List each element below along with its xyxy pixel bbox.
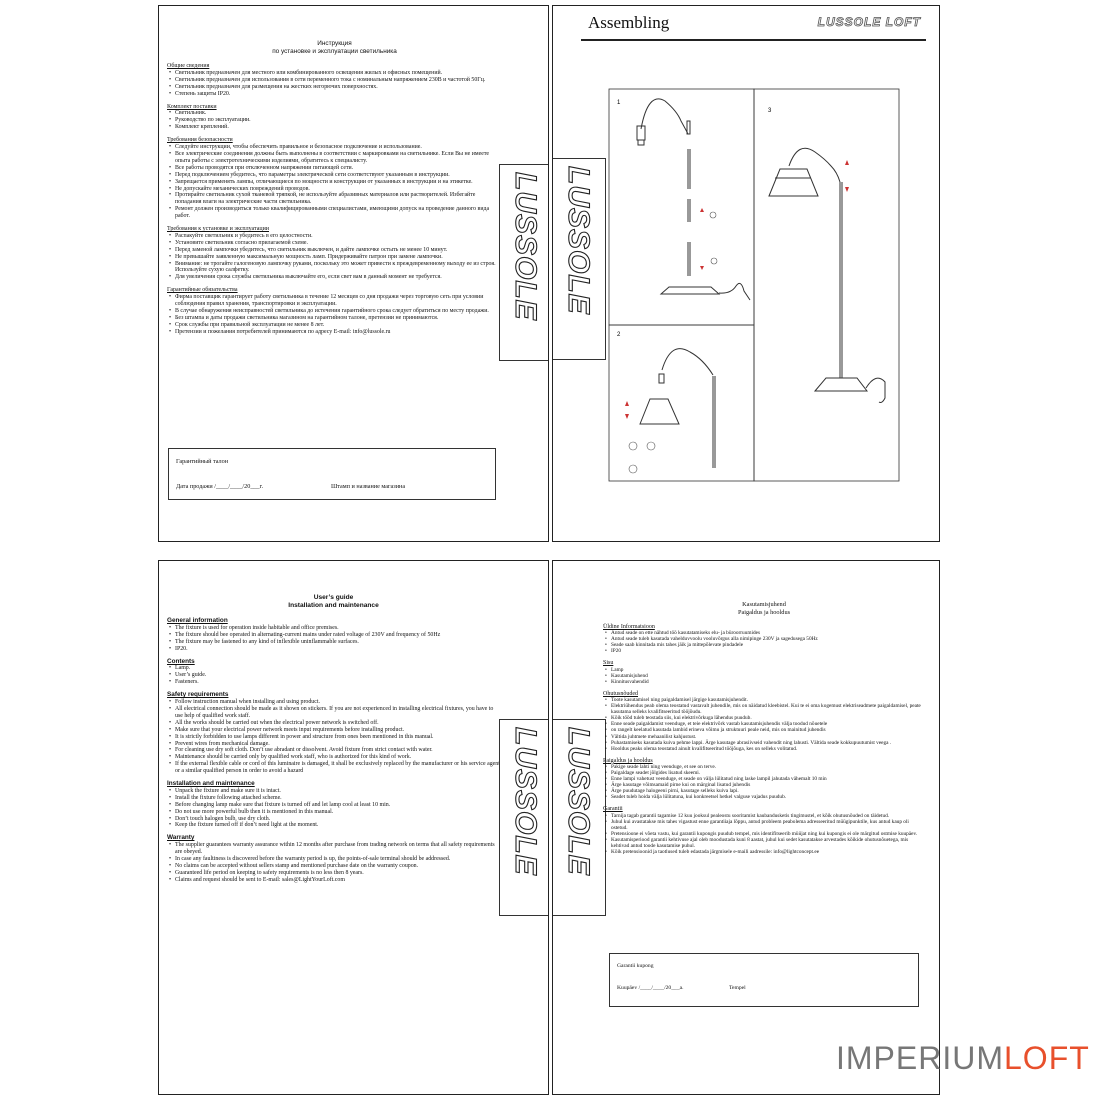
list-item: • Make sure that your electrical power network meets input requirements before installing product. xyxy=(167,727,500,734)
list-item: • In case any faultiness is discovered before the warranty period is up, the points-of-sale terminal should be addressed. xyxy=(167,856,500,863)
bullet-list xyxy=(603,667,925,685)
en-title: User’s guide xyxy=(313,594,354,601)
list-item: • Juhul kui avastatakse mis tahes vigastust enne garantiiaja lõppu, antud probleem peabolema adresseeritud müügipunktile, kus antud kaup oli ostetud. xyxy=(603,819,925,831)
list-item: • Запрещается применять лампы, отличающиеся по мощности и конструкции от указанных в инструкции и на этикетке. xyxy=(167,179,502,186)
list-item: • Kinnitusvahendid xyxy=(603,679,925,685)
section-heading: Üldine Informatsioon xyxy=(603,624,655,630)
list-item: • Светильник. xyxy=(167,110,502,117)
list-item: • Lamp. xyxy=(167,665,500,672)
list-item: • Before changing lamp make sure that fixture is turned off and let lamp cool at least 10 min. xyxy=(167,802,500,809)
estonian-text xyxy=(603,601,925,855)
list-item: • Seadet tuleb hoida välja lülitatuna, kui konkreetsel hetkel valguse vajadus puudub. xyxy=(603,794,925,800)
section xyxy=(603,691,925,752)
bullet-list xyxy=(603,697,925,752)
ru-coupon-title: Гарантийный талон xyxy=(176,458,229,465)
brand-logo: LUSSOLE LOFT xyxy=(817,15,921,29)
list-item: • Do not use more powerful bulb then it is mentioned in this manual. xyxy=(167,809,500,816)
step-2-label: 2 xyxy=(617,332,621,338)
list-item: • Претензии и пожелания потребителей принимаются по адресу E-mail: info@lussole.ru xyxy=(167,329,502,336)
imperiumloft-watermark xyxy=(836,1040,1090,1077)
bullet-list xyxy=(167,110,502,131)
list-item: • Kõik tööd tuleb teostada siis, kui elektrivõrkuga lähendus puudub. xyxy=(603,715,925,721)
section xyxy=(603,660,925,684)
bullet-list xyxy=(167,699,500,775)
list-item: • Vältida juhtmete mehaanilist kahjustust. xyxy=(603,734,925,740)
list-item: • Antud seade on ette nähtud töö kasutatamiseks elu- ja büroorruumides xyxy=(603,630,925,636)
list-item: • Install the fixture following attached scheme. xyxy=(167,795,500,802)
et-coupon-stamp: Tempel xyxy=(729,985,746,991)
assembly-diagram xyxy=(553,6,939,541)
en-sections xyxy=(167,618,500,884)
section-heading: Требования к установке и эксплуатации xyxy=(167,226,269,233)
section xyxy=(167,692,500,775)
ru-subtitle: по установке и эксплуатации светильника xyxy=(272,47,397,55)
list-item: • Prevent wires from mechanical damage. xyxy=(167,741,500,748)
list-item: • Enne seade paigaldamist veenduge, et teie elektrivõrk vastab kasutamisjuhendis välja toodud nõuetele xyxy=(603,721,925,727)
list-item: • Seade saab kinnitada mis tahes jäik ja mittepõlevate pindadele xyxy=(603,642,925,648)
list-item: • Срок службы при правильной эксплуатации не менее 8 лет. xyxy=(167,322,502,329)
list-item: • Установите светильник согласно прилагаемой схеме. xyxy=(167,240,502,247)
list-item: • Elektriühendus peab olema teostatud vastavalt juhendile, mis on näidatud kleebistel. Kui te ei oma kogemust elektriseadmete paigaldamisel, peate kasutama selleks kvalifitseeritud tööjõudu. xyxy=(603,703,925,715)
list-item: • Степень защиты IP20. xyxy=(167,91,502,98)
list-item: • The supplier guarantees warranty assurance within 12 months after purchase from trading network on terms that all safety requirements are obeyed. xyxy=(167,842,500,856)
assembling-title: Assembling xyxy=(588,13,670,32)
lussole-logo-2: LUSSOLE xyxy=(562,166,595,315)
step-1-arrows xyxy=(700,208,704,270)
lussole-logo-3: LUSSOLE xyxy=(509,727,542,876)
lussole-logo-4: LUSSOLE xyxy=(562,727,595,876)
bullet-list xyxy=(603,764,925,801)
list-item: • Claims and request should be sent to E-mail: sales@LightYourLoft.com xyxy=(167,877,500,884)
list-item: • Don’t touch halogen bulb, use dry cloth. xyxy=(167,816,500,823)
list-item: • Kasutamisjuhend xyxy=(603,673,925,679)
list-item: • IP20. xyxy=(167,646,500,653)
list-item: • No claims can be accepted without sellers stamp and mentioned purchase date on the warranty coupon. xyxy=(167,863,500,870)
list-item: • В случае обнаружения неисправностей светильника до истечения гарантийного срока следует обратиться по месту продажи. xyxy=(167,308,502,315)
list-item: • Guaranteed life period on keeping to safety requirements is no less then 8 years. xyxy=(167,870,500,877)
et-title: Kasutamisjuhend xyxy=(742,601,786,608)
list-item: • Ärge puudutage halogeeni pirni, kasutage selleks kuiva lapi. xyxy=(603,788,925,794)
list-item: • Распакуйте светильник и убедитесь в его целостности. xyxy=(167,233,502,240)
section-heading: Contents xyxy=(167,657,195,665)
english-text xyxy=(167,594,500,884)
section-heading: Garantii xyxy=(603,806,623,813)
list-item: • Unpack the fixture and make sure it is intact. xyxy=(167,788,500,795)
list-item: • Светильник предназначен для размещения на жестких негорючих поверхностях. xyxy=(167,84,502,91)
section-heading: Требования безопасности xyxy=(167,137,233,144)
list-item: • Не превышайте заявленную максимальную мощность ламп. Придерживайте патрон при замене лампочки. xyxy=(167,254,502,261)
list-item: • Светильник предназначен для использования в сети переменного тока с номинальным напряжением 230В и частотой 50Гц. xyxy=(167,77,502,84)
section xyxy=(603,806,925,855)
bullet-list xyxy=(603,813,925,856)
panel-estonian xyxy=(552,560,940,1095)
step-3-lamp xyxy=(769,148,885,402)
section-heading: Ohutusnõuded xyxy=(603,690,638,697)
list-item: • Tarnija tagab garantii tagamise 12 kuu jooksul pealeostu sooritamist kaubandusketis tingimustel, et kõik ohutusnõuded on täidetud. xyxy=(603,813,925,819)
section-heading: General information xyxy=(167,617,228,624)
list-item: • Follow instruction manual when installing and using product. xyxy=(167,699,500,706)
bullet-list xyxy=(167,294,502,335)
bullet-list xyxy=(167,144,502,220)
section-heading: Гарантийные обязательства xyxy=(167,287,238,294)
list-item: • Светильник предназначен для местного или комбинированного освещения жилых и офисных помещений. xyxy=(167,70,502,77)
list-item: • Комплект креплений. xyxy=(167,124,502,131)
et-sections xyxy=(603,624,925,855)
section xyxy=(603,624,925,654)
list-item: • Все работы проводятся при отключенном напряжении питающей сети. xyxy=(167,165,502,172)
section-heading: Sisu xyxy=(603,660,614,667)
step-1-label: 1 xyxy=(617,100,621,106)
section-heading: Комплект поставки xyxy=(167,103,217,110)
list-item: • Kõik pretensioonid ja taotlused tuleb edastada järgmisele e-maili aadressile: info@lightconcept.ee xyxy=(603,849,925,855)
list-item: • Keep the fixture turned off if don’t need light at the moment. xyxy=(167,822,500,829)
list-item: • Hooldus peaks olema teostatud ainult kvalifitseeritud tööjõuga, kes on selleks volitatud. xyxy=(603,746,925,752)
list-item: • For cleaning use dry soft cloth. Don’t use abradant or dissolvent. Avoid fixture from strict contact with water. xyxy=(167,747,500,754)
list-item: • Руководство по эксплуатации. xyxy=(167,117,502,124)
section xyxy=(603,758,925,801)
watermark-part-2: LOFT xyxy=(1004,1040,1090,1076)
section xyxy=(167,137,502,220)
section xyxy=(167,104,502,132)
et-warranty-coupon xyxy=(609,953,919,1007)
ru-title: Инструкция xyxy=(317,40,352,47)
section xyxy=(167,226,502,281)
list-item: • Maintenance should be carried only by qualified work staff, who is authorized for this kind of work. xyxy=(167,754,500,761)
step-1-lamp xyxy=(637,99,750,300)
list-item: • Внимание: не трогайте галогеновую лампочку руками, поскольку это может привести к преждевременному выходу ее из строя. Используйте сухую салфетку. xyxy=(167,261,502,275)
ru-coupon-stamp: Штамп и название магазина xyxy=(331,483,406,490)
list-item: • Для увеличения срока службы светильника выключайте его, если свет вам в данный момент не требуется. xyxy=(167,274,502,281)
section-heading: Warranty xyxy=(167,834,195,842)
list-item: • Фирма поставщик гарантирует работу светильника в течение 12 месяцев со дня продажи через торговую сеть при условии соблюдения правил хранения, транспортировки и эксплуатации. xyxy=(167,294,502,308)
list-item: • Paigaldage seadet jõlgides lisatud skeemi. xyxy=(603,770,925,776)
panel-assembling xyxy=(552,5,940,542)
list-item: • Протирайте светильник сухой тканевой тряпкой, не используйте абразивных материалов или растворителей. Избегайте попадания влаги на электрические части светильника. xyxy=(167,192,502,206)
list-item: • User’s guide. xyxy=(167,672,500,679)
list-item: • Pretensioone ei võeta vastu, kui garantii kupongis puudub tempel, mis identifitseerib müüjat ning kui kupongis ei ole märgitud ostmise kuupäev. xyxy=(603,831,925,837)
section xyxy=(167,618,500,653)
bullet-list xyxy=(167,70,502,98)
bullet-list xyxy=(167,788,500,829)
section-heading: Installation and maintenance xyxy=(167,780,255,788)
ru-warranty-coupon xyxy=(168,448,496,500)
section-heading: Safety requirements xyxy=(167,691,229,699)
step-3-label: 3 xyxy=(768,108,772,114)
bullet-list xyxy=(167,842,500,883)
list-item: • The fixture should bee operated in alternating-current mains under rated voltage of 230V and frequency of 50Hz xyxy=(167,632,500,639)
list-item: • Перед подключением убедитесь, что параметры электрической сети соответствуют указанным в инструкции. xyxy=(167,172,502,179)
ru-sections xyxy=(167,63,502,336)
list-item: • Перед заменой лампочки убедитесь, что светильник выключен, и дайте лампочке остыть не менее 10 минут. xyxy=(167,247,502,254)
panel-english xyxy=(158,560,549,1095)
list-item: • Puhastamiseks kasutada kuiva pehme lappi. Ärge kasutage abrasiivseid vahendit ning lahusti. Vältida seade kokkupuutumist veega . xyxy=(603,740,925,746)
section xyxy=(167,781,500,829)
list-item: • The fixture may be fastened to any kind of inflexible uninflammable surfaces. xyxy=(167,639,500,646)
bullet-list xyxy=(603,630,925,654)
lussole-logo: LUSSOLE xyxy=(509,172,542,321)
list-item: • Enne lampi vahetust veenduge, et seade on välja lülitatud ning laske lampil jahutada vähemalt 10 min xyxy=(603,776,925,782)
et-coupon-title: Garantii kupong xyxy=(617,963,654,969)
section xyxy=(167,835,500,883)
russian-text xyxy=(167,40,502,336)
list-item: • All the works should be carried out when the electrical power network is switched off. xyxy=(167,720,500,727)
section-heading: Общие сведения xyxy=(167,63,210,69)
bullet-list xyxy=(167,665,500,686)
en-subtitle: Installation and maintenance xyxy=(288,601,379,609)
list-item: • Lamp xyxy=(603,667,925,673)
et-subtitle: Paigaldus ja hooldus xyxy=(737,608,791,616)
ru-coupon-date: Дата продажи /____/____/20___г. xyxy=(176,483,263,490)
list-item: • Не допускайте механических повреждений проводов. xyxy=(167,186,502,193)
list-item: • Fasteners. xyxy=(167,679,500,686)
list-item: • IP20 xyxy=(603,648,925,654)
list-item: • The fixture is used for operation inside habitable and office premises. xyxy=(167,625,500,632)
list-item: • Kasutamisperiood garantii kehtivuse ajal oleb moodustada kuni 8 aastat, juhul kui sedet kasutatakse arvestades kõikide ohutusnõuetega, mis kehtivad antud toode kasutamise puhul. xyxy=(603,837,925,849)
list-item: • Antud seade tuleb kasutada vahelduvvoolu vooluvõrgus alla nimipinge 230V ja sagedusega 50Hz xyxy=(603,636,925,642)
list-item: • If the external flexible cable or cord of this luminaire is damaged, it shall be exclusively replaced by the manufacturer or his service agent or a similar qualified person in order to avoid a hazard xyxy=(167,761,500,775)
section xyxy=(167,63,502,98)
list-item: • on rangelt keelatud kasutada lambid erineva võimu ja struktuuri peale neid, mis on mainitud juhendis xyxy=(603,727,925,733)
watermark-part-1: IMPERIUM xyxy=(836,1040,1004,1076)
list-item: • Все электрические соединения должны быть выполнены в соответствии с маркировками на светильнике. Если Вы не имеете опыта работы с электротехническими изделиями, обратитесь к специалисту. xyxy=(167,151,502,165)
list-item: • Pakige seade lahti ning veenduge, et see on terve. xyxy=(603,764,925,770)
list-item: • All electrical connection should be made as it shown on stickers. If you are not experienced in installing electrical fixtures, you have to use help of qualified work staff. xyxy=(167,706,500,720)
list-item: • Toote kasutamisel ning paigaldamisel järgige kasutamisjuhendit. xyxy=(603,697,925,703)
bullet-list xyxy=(167,233,502,281)
list-item: • Ärge kasutage võimsamaid pirne kui on märginal lisatud juhendis xyxy=(603,782,925,788)
bullet-list xyxy=(167,625,500,653)
list-item: • Следуйте инструкции, чтобы обеспечить правильное и безопасное подключение и использование. xyxy=(167,144,502,151)
list-item: • It is strictly forbidden to use lamps different in power and structure from ones been mentioned in this manual. xyxy=(167,734,500,741)
list-item: • Без штампа и даты продажи светильника магазином на гарантийном талоне, претензии не принимаются. xyxy=(167,315,502,322)
list-item: • Ремонт должен производиться только квалифицированными специалистами, имеющими допуск на проведение данного вида работ. xyxy=(167,206,502,220)
section xyxy=(167,659,500,687)
panel-russian xyxy=(158,5,549,542)
section-heading: Paigaldus ja hooldus xyxy=(603,757,653,764)
et-coupon-date: Kuupäev /____/____/20___a. xyxy=(617,985,684,991)
section xyxy=(167,287,502,335)
